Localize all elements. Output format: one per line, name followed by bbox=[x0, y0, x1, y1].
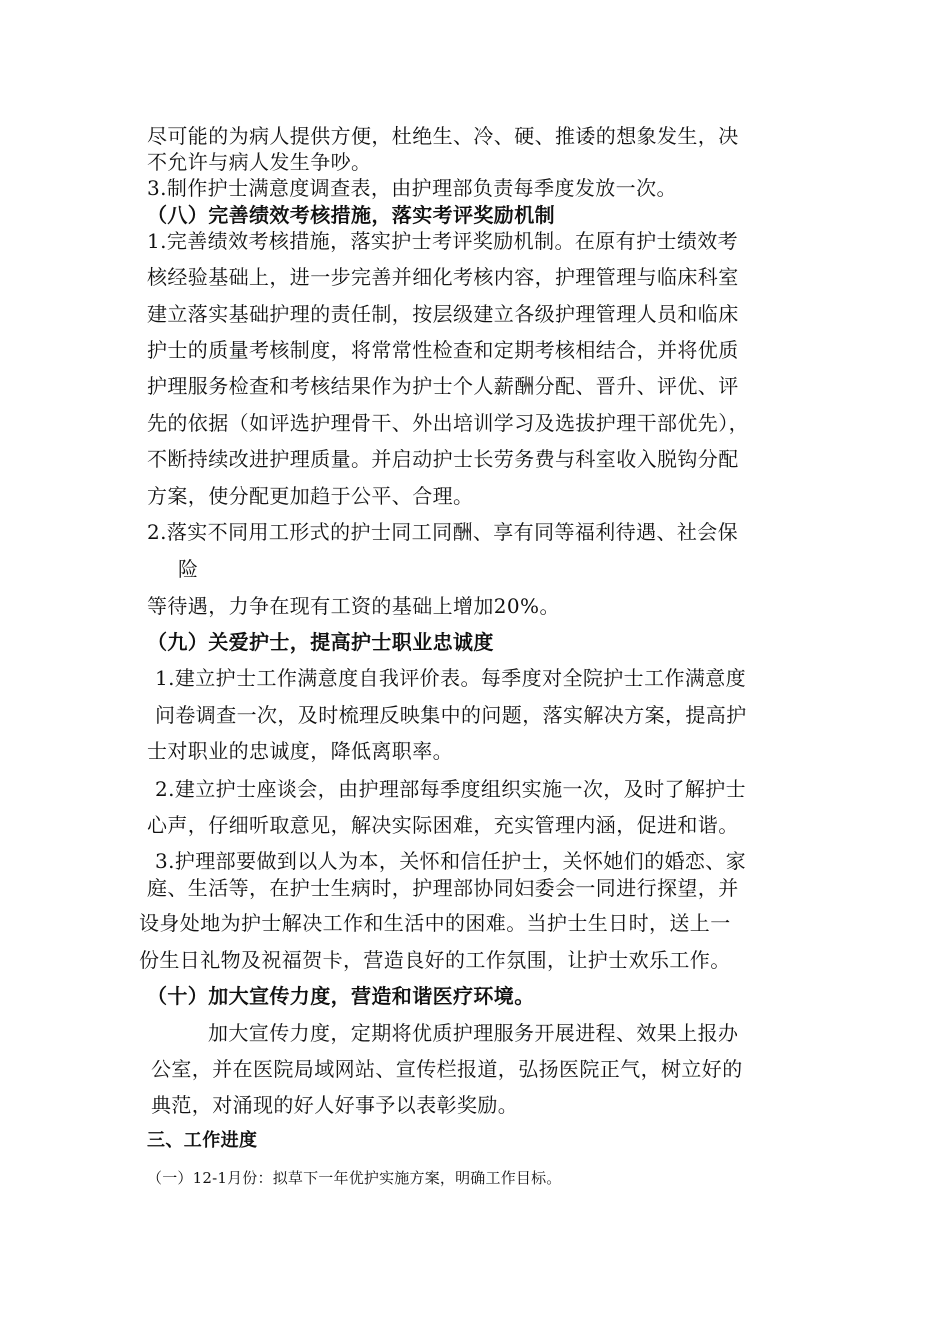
section-heading-progress: 三、工作进度 bbox=[147, 1130, 258, 1151]
section-heading-8: （八）完善绩效考核措施，落实考评奖励机制 bbox=[147, 203, 555, 227]
text-line: 问卷调查一次，及时梳理反映集中的问题，落实解决方案，提高护 bbox=[155, 703, 747, 727]
text-line: 护理服务检查和考核结果作为护士个人薪酬分配、晋升、评优、评 bbox=[147, 374, 739, 398]
text-line: 3.制作护士满意度调查表，由护理部负责每季度发放一次。 bbox=[147, 176, 677, 200]
text-line: 份生日礼物及祝福贺卡，营造良好的工作氛围，让护士欢乐工作。 bbox=[139, 948, 731, 972]
text-line: 公室，并在医院局域网站、宣传栏报道，弘扬医院正气，树立好的 bbox=[151, 1057, 743, 1081]
text-line: 2.落实不同用工形式的护士同工同酬、享有同等福利待遇、社会保 bbox=[147, 520, 739, 544]
text-line: 建立落实基础护理的责任制，按层级建立各级护理管理人员和临床 bbox=[147, 302, 739, 326]
text-line: 士对职业的忠诚度，降低离职率。 bbox=[147, 739, 453, 763]
text-line: 庭、生活等，在护士生病时，护理部协同妇委会一同进行探望，并 bbox=[147, 876, 739, 900]
text-line: 险 bbox=[178, 557, 199, 581]
text-line: 不允许与病人发生争吵。 bbox=[147, 150, 372, 174]
text-line: 设身处地为护士解决工作和生活中的困难。当护士生日时，送上一 bbox=[139, 911, 731, 935]
section-heading-10: （十）加大宣传力度，营造和谐医疗环境。 bbox=[147, 984, 535, 1008]
text-line: 2.建立护士座谈会，由护理部每季度组织实施一次，及时了解护士 bbox=[155, 777, 747, 801]
text-line: 1.完善绩效考核措施，落实护士考评奖励机制。在原有护士绩效考 bbox=[147, 229, 739, 253]
text-line: 先的依据（如评选护理骨干、外出培训学习及选拔护理干部优先）， bbox=[147, 411, 749, 435]
text-line: 护士的质量考核制度，将常常性检查和定期考核相结合，并将优质 bbox=[147, 338, 739, 362]
section-heading-9: （九）关爱护士，提高护士职业忠诚度 bbox=[147, 630, 494, 654]
text-line: 心声，仔细听取意见，解决实际困难，充实管理内涵，促进和谐。 bbox=[147, 813, 739, 837]
text-line: 3.护理部要做到以人为本，关怀和信任护士，关怀她们的婚恋、家 bbox=[155, 849, 747, 873]
text-line: 1.建立护士工作满意度自我评价表。每季度对全院护士工作满意度 bbox=[155, 666, 747, 690]
text-line: 等待遇，力争在现有工资的基础上增加20%。 bbox=[147, 594, 560, 618]
text-line: 典范，对涌现的好人好事予以表彰奖励。 bbox=[151, 1093, 519, 1117]
text-line: 核经验基础上，进一步完善并细化考核内容，护理管理与临床科室 bbox=[147, 265, 739, 289]
text-line: 方案，使分配更加趋于公平、合理。 bbox=[147, 484, 474, 508]
text-line: 不断持续改进护理质量。并启动护士长劳务费与科室收入脱钩分配 bbox=[147, 447, 739, 471]
text-line: 尽可能的为病人提供方便，杜绝生、冷、硬、推诿的想象发生，决 bbox=[147, 124, 739, 148]
text-line: （一）12-1月份：拟草下一年优护实施方案，明确工作目标。 bbox=[147, 1169, 562, 1187]
text-line: 加大宣传力度，定期将优质护理服务开展进程、效果上报办 bbox=[208, 1021, 739, 1045]
